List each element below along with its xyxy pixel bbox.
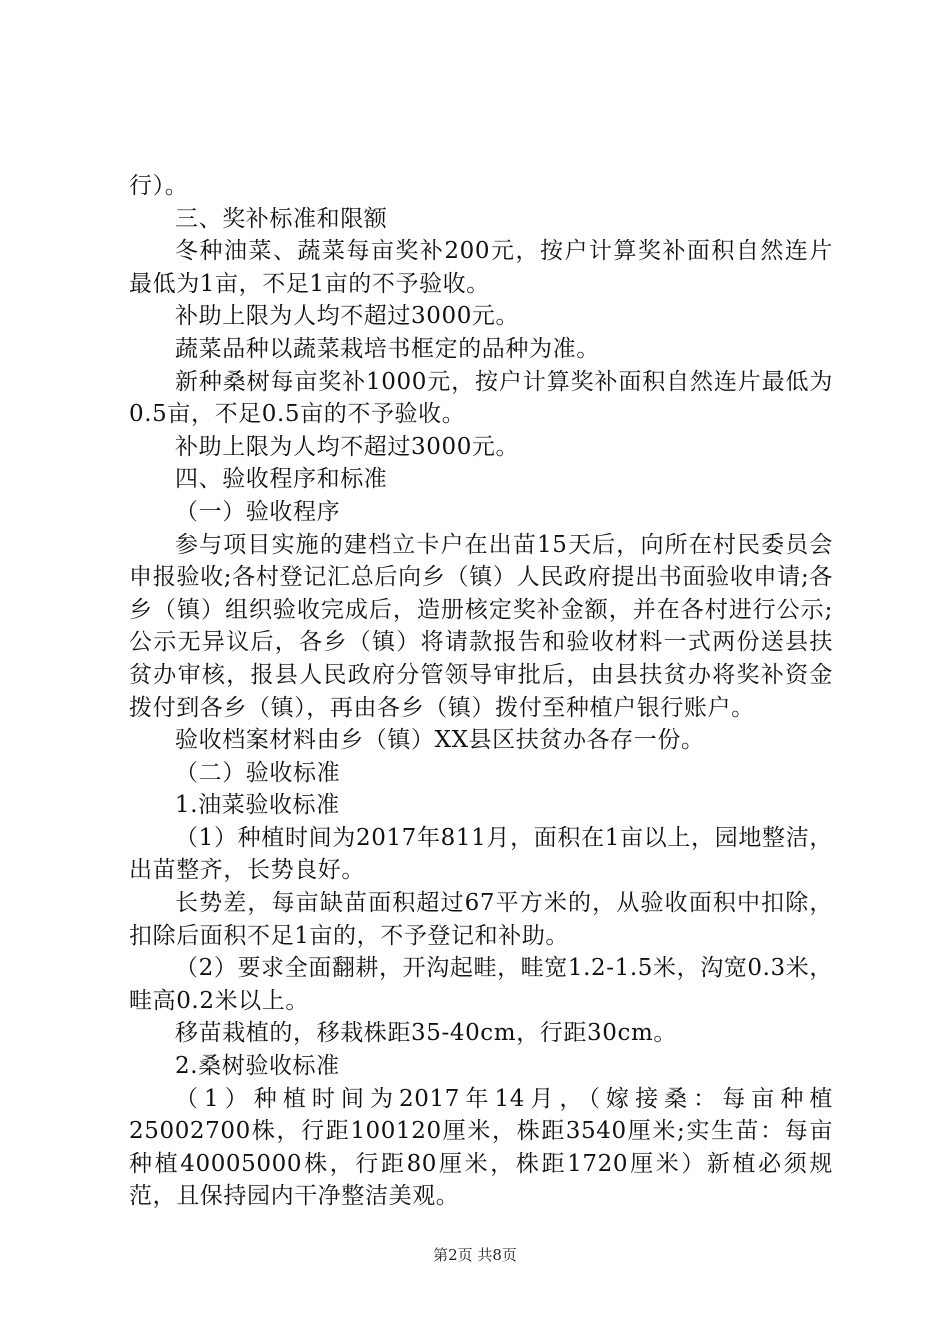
paragraph: 长势差，每亩缺苗面积超过67平方米的，从验收面积中扣除，扣除后面积不足1亩的，不予登记和补助。 — [129, 890, 833, 949]
paragraph: 冬种油菜、蔬菜每亩奖补200元，按户计算奖补面积自然连片最低为1亩，不足1亩的不予验收。 — [129, 238, 833, 297]
paragraph: 参与项目实施的建档立卡户在出苗15天后，向所在村民委员会申报验收;各村登记汇总后向乡（镇）人民政府提出书面验收申请;各乡（镇）组织验收完成后，造册核定奖补金额，并在各村进行公示;公示无异议后，各乡（镇）将请款报告和验收材料一式两份送县扶贫办审核，报县人民政府分管领导审批后，由县扶贫办将奖补资金拨付到各乡（镇），再由各乡（镇）拨付至种植户银行账户。 — [129, 531, 833, 721]
item-heading-1: 1.油菜验收标准 — [175, 792, 340, 819]
paragraph: 新种桑树每亩奖补1000元，按户计算奖补面积自然连片最低为0.5亩，不足0.5亩的不予验收。 — [129, 368, 833, 428]
paragraph: （2）要求全面翻耕，开沟起畦，畦宽1.2-1.5米，沟宽0.3米，畦高0.2米以上。 — [129, 955, 833, 1014]
paragraph-continuation: 行）。 — [129, 173, 189, 199]
item-heading-2: 2.桑树验收标准 — [175, 1053, 340, 1080]
paragraph: （1）种植时间为2017年14月，（嫁接桑：每亩种植25002700株，行距100120厘米，株距3540厘米;实生苗：每亩种植40005000株，行距80厘米，株距1720厘米）新植必须规范，且保持园内干净整洁美观。 — [129, 1085, 833, 1210]
subsection-heading-2: （二）验收标准 — [175, 759, 341, 786]
section-heading-3: 三、奖补标准和限额 — [175, 205, 388, 232]
paragraph: 补助上限为人均不超过3000元。 — [175, 433, 520, 460]
paragraph: 验收档案材料由乡（镇）XX县区扶贫办各存一份。 — [175, 727, 705, 754]
paragraph: 补助上限为人均不超过3000元。 — [175, 303, 520, 330]
paragraph: 蔬菜品种以蔬菜栽培书框定的品种为准。 — [175, 335, 600, 362]
document-body — [129, 170, 833, 1213]
paragraph: 移苗栽植的，移栽株距35-40cm，行距30cm。 — [175, 1020, 677, 1047]
subsection-heading-1: （一）验收程序 — [175, 498, 341, 525]
paragraph: （1）种植时间为2017年811月，面积在1亩以上，园地整洁，出苗整齐，长势良好。 — [129, 824, 833, 884]
section-heading-4: 四、验收程序和标准 — [175, 466, 388, 493]
page-footer: 第2页 共8页 — [433, 1246, 517, 1264]
